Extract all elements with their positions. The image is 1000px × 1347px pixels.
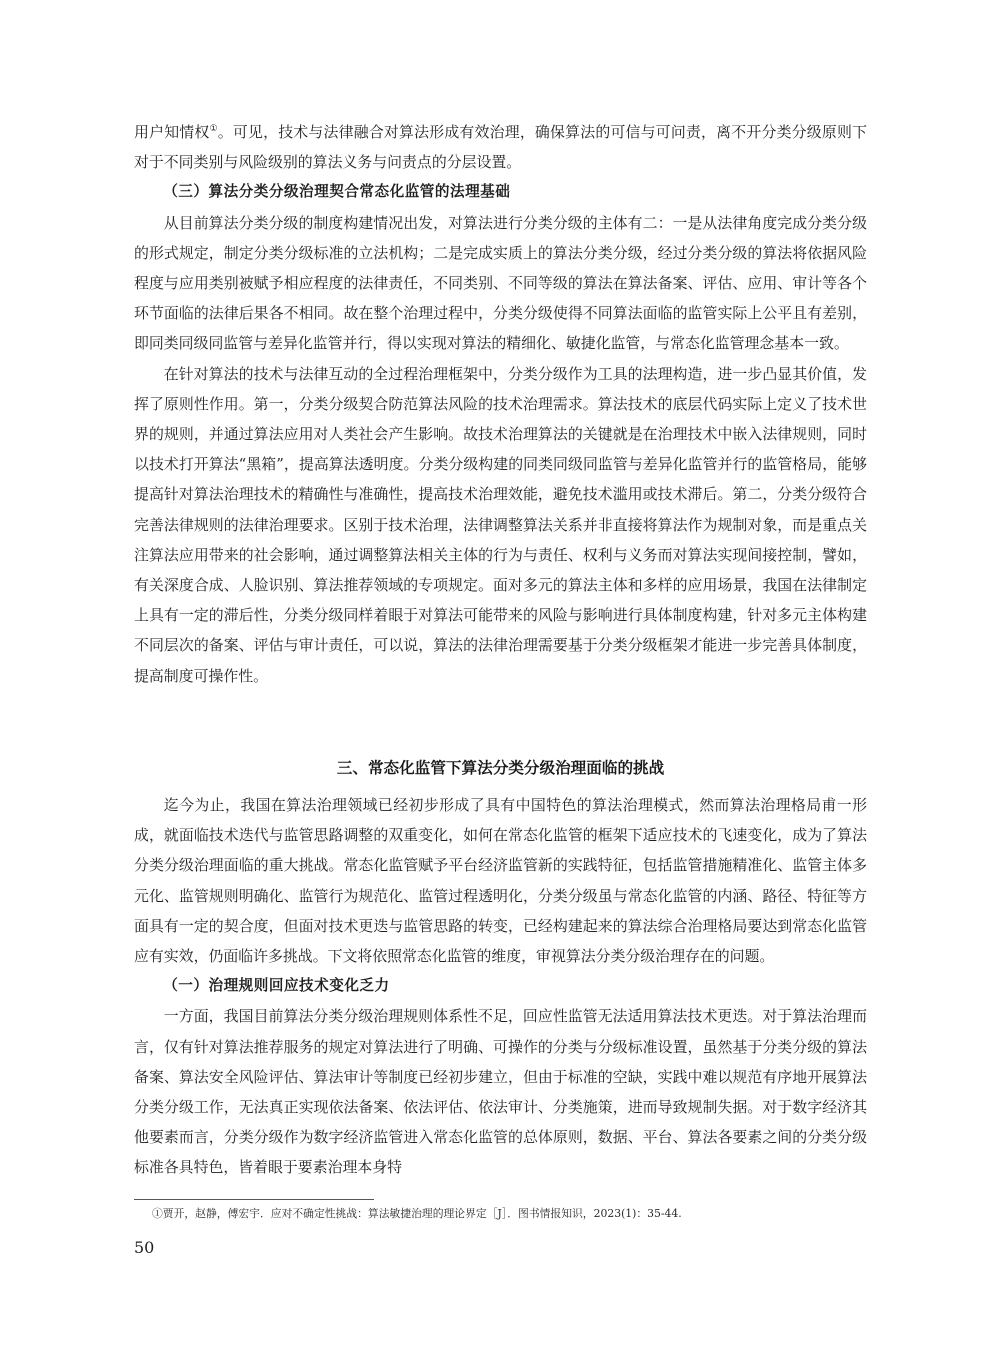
subsection-heading: （三）算法分类分级治理契合常态化监管的法理基础: [163, 183, 511, 201]
section-title: 三、常态化监管下算法分类分级治理面临的挑战: [336, 759, 665, 777]
body-text-upper: [134, 117, 867, 691]
paragraph: 一方面，我国目前算法分类分级治理规则体系性不足，回应性监管无法适用算法技术更迭。对于算法治理而言，仅有针对算法推荐服务的规定对算法进行了明确、可操作的分类与分级标准设置，虽然基于分类分级的算法备案、算法安全风险评估、算法审计等制度已经初步建立，但由于标准的空缺，实践中难以规范有序地开展算法分类分级工作，无法真正实现依法备案、依法评估、依法审计、分类施策，进而导致规制失据。对于数字经济其他要素而言，分类分级作为数字经济监管进入常态化监管的总体原则，数据、平台、算法各要素之间的分类分级标准各具特色，皆着眼于要素治理本身特: [134, 1007, 867, 1177]
paragraph-text: 用户知情权: [134, 123, 210, 141]
paragraph: 从目前算法分类分级的制度构建情况出发，对算法进行分类分级的主体有二：一是从法律角度完成分类分级的形式规定，制定分类分级标准的立法机构；二是完成实质上的算法分类分级，经过分类分级的算法将依据风险程度与应用类别被赋予相应程度的法律责任，不同类别、不同等级的算法在算法备案、评估、应用、审计等各个环节面临的法律后果各不相同。故在整个治理过程中，分类分级使得不同算法面临的监管实际上公平且有差别，即同类同级同监管与差异化监管并行，得以实现对算法的精细化、敏捷化监管，与常态化监管理念基本一致。: [134, 213, 867, 353]
paragraph: 在针对算法的技术与法律互动的全过程治理框架中，分类分级作为工具的法理构造，进一步凸显其价值，发挥了原则性作用。第一，分类分级契合防范算法风险的技术治理需求。算法技术的底层代码实际上定义了技术世界的规则，并通过算法应用对人类社会产生影响。故技术治理算法的关键就是在治理技术中嵌入法律规则，同时以技术打开算法“黑箱”，提高算法透明度。分类分级构建的同类同级同监管与差异化监管并行的监管格局，能够提高针对算法治理技术的精确性与准确性，提高技术治理效能，避免技术滥用或技术滞后。第二，分类分级符合完善法律规则的法律治理要求。区别于技术治理，法律调整算法关系并非直接将算法作为规制对象，而是重点关注算法应用带来的社会影响，通过调整算法相关主体的行为与责任、权利与义务而对算法实现间接控制，譬如，有关深度合成、人脸识别、算法推荐领域的专项规定。面对多元的算法主体和多样的应用场景，我国在法律制定上具有一定的滞后性，分类分级同样着眼于对算法可能带来的风险与影响进行具体制度构建，针对多元主体构建不同层次的备案、评估与审计责任，可以说，算法的法律治理需要基于分类分级框架才能进一步完善具体制度，提高制度可操作性。: [134, 364, 867, 685]
page-number: 50: [134, 1238, 155, 1257]
paragraph-text: 。可见，技术与法律融合对算法形成有效治理，确保算法的可信与可问责，离不开分类分级原则下对于不同类别与风险级别的算法义务与问责点的分层设置。: [134, 123, 867, 172]
paragraph: 迄今为止，我国在算法治理领域已经初步形成了具有中国特色的算法治理模式，然而算法治理格局甫一形成，就面临技术迭代与监管思路调整的双重变化，如何在常态化监管的框架下适应技术的飞速变化，成为了算法分类分级治理面临的重大挑战。常态化监管赋予平台经济监管新的实践特征，包括监管措施精准化、监管主体多元化、监管规则明确化、监管行为规范化、监管过程透明化，分类分级虽与常态化监管的内涵、路径、特征等方面具有一定的契合度，但面对技术更迭与监管思路的转变，已经构建起来的算法综合治理格局要达到常态化监管应有实效，仍面临许多挑战。下文将依照常态化监管的维度，审视算法分类分级治理存在的问题。: [134, 796, 867, 966]
subsection-heading: （一）治理规则回应技术变化乏力: [163, 977, 390, 995]
footnote-divider: [134, 1199, 374, 1200]
body-text-lower: [134, 790, 867, 1183]
footnote: ①贾开，赵静，傅宏宇．应对不确定性挑战：算法敏捷治理的理论界定［J］．图书情报知识，2023(1)：35-44.: [152, 1207, 682, 1220]
footnote-marker[interactable]: ①: [209, 124, 218, 135]
paragraph-continuation: [134, 117, 867, 177]
